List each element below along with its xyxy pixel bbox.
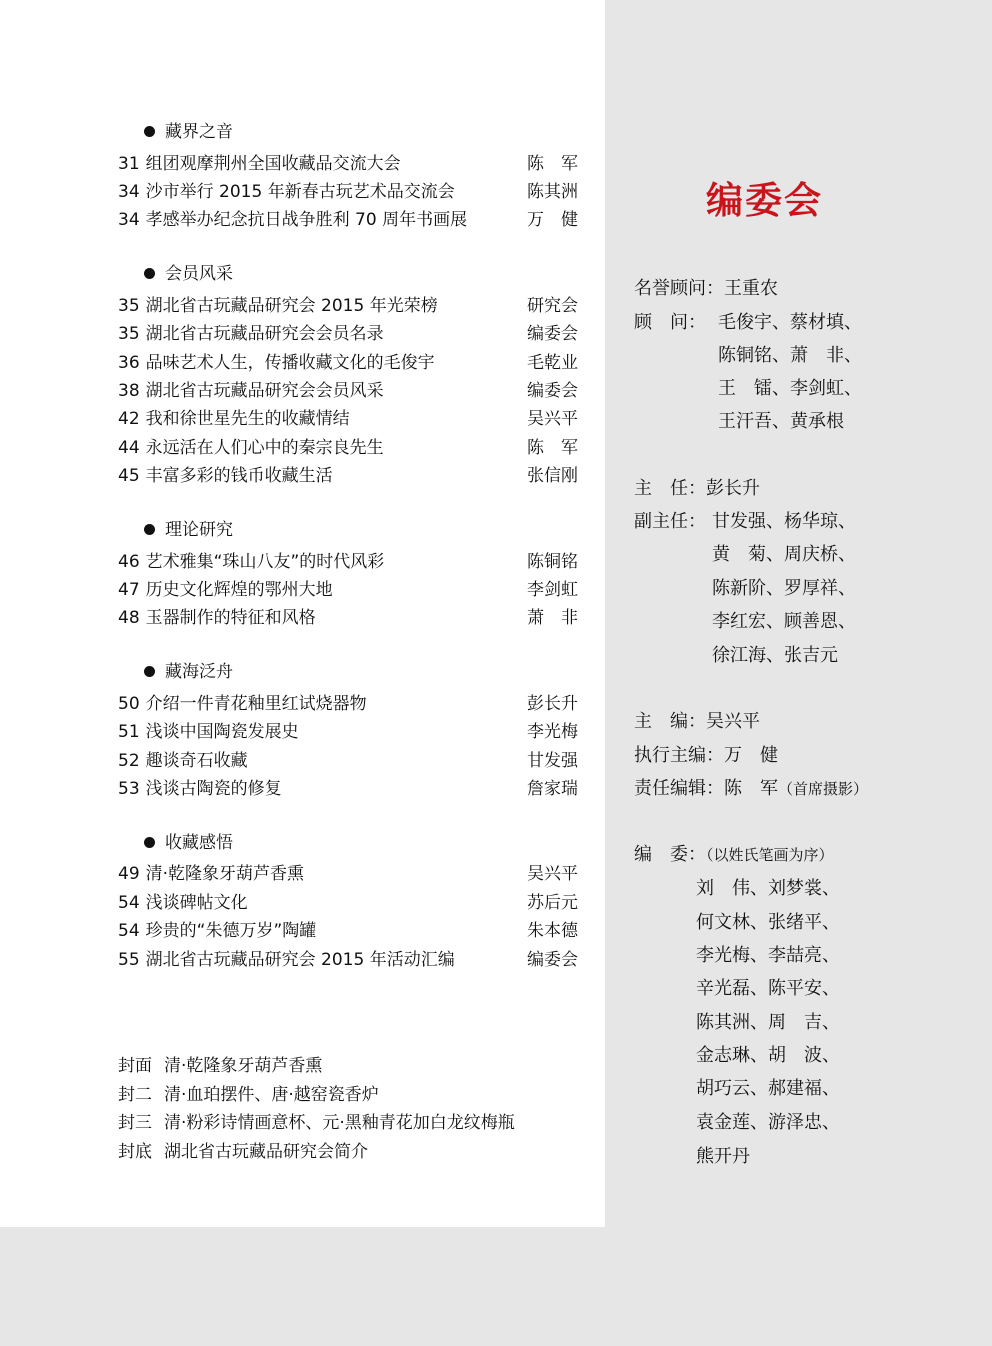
toc-row bbox=[118, 374, 578, 402]
author: 李光梅 bbox=[527, 722, 578, 743]
toc-entry bbox=[118, 376, 384, 401]
bullet-icon bbox=[144, 268, 155, 279]
member-line: 金志琳、胡 波、 bbox=[696, 1045, 840, 1066]
section-header bbox=[118, 516, 578, 545]
author: 陈铜铭 bbox=[527, 551, 578, 572]
author: 吴兴平 bbox=[527, 864, 578, 885]
toc-row bbox=[118, 886, 578, 914]
author: 毛乾业 bbox=[527, 352, 578, 373]
toc-entry bbox=[118, 603, 316, 628]
article-title: 我和徐世星先生的收藏情结 bbox=[145, 409, 350, 430]
member-line: 袁金莲、游泽忠、 bbox=[696, 1112, 840, 1133]
author: 詹家瑞 bbox=[527, 778, 578, 799]
toc-entry bbox=[118, 433, 384, 458]
members-note: （以姓氏笔画为序） bbox=[706, 846, 834, 864]
toc-entry bbox=[118, 177, 455, 202]
page-number: 53 bbox=[118, 778, 140, 799]
page-number: 46 bbox=[118, 551, 140, 572]
page-number: 48 bbox=[118, 608, 140, 629]
author: 甘发强 bbox=[527, 750, 578, 771]
chief-editor: 主 编：吴兴平 bbox=[634, 711, 760, 732]
member-line: 刘 伟、刘梦裳、 bbox=[696, 878, 840, 899]
toc-row bbox=[118, 744, 578, 772]
cover-text: 清·乾隆象牙葫芦香熏 bbox=[164, 1056, 323, 1076]
toc-row bbox=[118, 431, 578, 459]
article-title: 浅谈中国陶瓷发展史 bbox=[145, 722, 299, 743]
article-title: 清·乾隆象牙葫芦香熏 bbox=[145, 864, 305, 885]
director: 主 任：彭长升 bbox=[634, 478, 760, 499]
article-title: 浅谈古陶瓷的修复 bbox=[145, 778, 282, 799]
deputy-line: 徐江海、张吉元 bbox=[712, 645, 838, 666]
toc-section bbox=[118, 516, 578, 630]
bullet-icon bbox=[144, 524, 155, 535]
toc-row bbox=[118, 715, 578, 743]
toc-row bbox=[118, 346, 578, 374]
toc-row bbox=[118, 772, 578, 800]
toc-row bbox=[118, 545, 578, 573]
toc-section bbox=[118, 118, 578, 232]
toc-entry bbox=[118, 689, 367, 714]
author: 陈其洲 bbox=[527, 182, 578, 203]
cover-label: 封底 bbox=[118, 1141, 152, 1162]
article-title: 玉器制作的特征和风格 bbox=[145, 608, 316, 629]
toc-row bbox=[118, 460, 578, 488]
toc-entry bbox=[118, 916, 316, 941]
toc-row bbox=[118, 289, 578, 317]
advisor-line: 毛俊宇、蔡材填、 bbox=[718, 312, 862, 333]
page-number: 31 bbox=[118, 153, 140, 174]
section-header bbox=[118, 260, 578, 289]
author: 李剑虹 bbox=[527, 579, 578, 600]
toc-row bbox=[118, 914, 578, 942]
member-line: 胡巧云、郝建福、 bbox=[696, 1078, 840, 1099]
toc-row bbox=[118, 204, 578, 232]
page-number: 35 bbox=[118, 324, 140, 345]
page-number: 47 bbox=[118, 579, 140, 600]
author: 编委会 bbox=[527, 381, 578, 402]
toc-row bbox=[118, 943, 578, 971]
toc-entry bbox=[118, 205, 467, 230]
toc-section bbox=[118, 829, 578, 972]
author: 万 健 bbox=[527, 210, 578, 231]
section-title: 藏海泛舟 bbox=[165, 662, 233, 683]
toc-section bbox=[118, 658, 578, 801]
article-title: 组团观摩荆州全国收藏品交流大会 bbox=[145, 153, 401, 174]
article-title: 艺术雅集“珠山八友”的时代风彩 bbox=[145, 551, 385, 572]
article-title: 湖北省古玩藏品研究会 2015 年光荣榜 bbox=[145, 295, 438, 316]
page-number: 54 bbox=[118, 921, 140, 942]
toc-row bbox=[118, 175, 578, 203]
toc-entry bbox=[118, 348, 435, 373]
page-number: 54 bbox=[118, 892, 140, 913]
page-number: 36 bbox=[118, 352, 140, 373]
article-title: 湖北省古玩藏品研究会会员风采 bbox=[145, 381, 384, 402]
toc-entry bbox=[118, 319, 384, 344]
toc-entry bbox=[118, 717, 299, 742]
section-title: 收藏感悟 bbox=[165, 832, 233, 853]
article-title: 珍贵的“朱德万岁”陶罐 bbox=[145, 921, 317, 942]
toc-row bbox=[118, 403, 578, 431]
responsible-editor-note: （首席摄影） bbox=[778, 780, 869, 798]
toc-entry bbox=[118, 575, 333, 600]
article-title: 介绍一件青花釉里红试烧器物 bbox=[145, 693, 367, 714]
toc-entry bbox=[118, 774, 282, 799]
bullet-icon bbox=[144, 126, 155, 137]
toc-entry bbox=[118, 859, 304, 884]
page-number: 45 bbox=[118, 466, 140, 487]
section-title: 会员风采 bbox=[165, 264, 233, 285]
page-number: 38 bbox=[118, 381, 140, 402]
cover-list bbox=[118, 1052, 598, 1166]
article-title: 湖北省古玩藏品研究会会员名录 bbox=[145, 324, 384, 345]
cover-row bbox=[118, 1081, 598, 1110]
page-number: 42 bbox=[118, 409, 140, 430]
members-label: 编 委： bbox=[634, 844, 706, 865]
cover-label: 封二 bbox=[118, 1084, 152, 1105]
cover-label: 封三 bbox=[118, 1113, 152, 1133]
cover-row bbox=[118, 1052, 598, 1081]
advisor-line: 陈铜铭、萧 非、 bbox=[718, 345, 862, 366]
author: 陈 军 bbox=[527, 153, 578, 174]
section-header bbox=[118, 829, 578, 858]
advisor-line: 王 镭、李剑虹、 bbox=[718, 378, 862, 399]
members-heading bbox=[634, 838, 834, 872]
toc-entry bbox=[118, 888, 248, 913]
toc-row bbox=[118, 602, 578, 630]
responsible-editor-name: 责任编辑：陈 军 bbox=[634, 778, 778, 799]
page-number: 49 bbox=[118, 864, 140, 885]
article-title: 湖北省古玩藏品研究会 2015 年活动汇编 bbox=[145, 949, 455, 970]
toc-entry bbox=[118, 291, 438, 316]
author: 陈 军 bbox=[527, 437, 578, 458]
advisor-line: 王汗吾、黄承根 bbox=[718, 411, 844, 432]
article-title: 孝感举办纪念抗日战争胜利 70 周年书画展 bbox=[145, 210, 468, 231]
article-title: 趣谈奇石收藏 bbox=[145, 750, 248, 771]
article-title: 永远活在人们心中的秦宗良先生 bbox=[145, 437, 384, 458]
author: 萧 非 bbox=[527, 608, 578, 629]
member-line: 李光梅、李喆亮、 bbox=[696, 945, 840, 966]
toc-row bbox=[118, 573, 578, 601]
cover-text: 清·粉彩诗情画意杯、元·黑釉青花加白龙纹梅瓶 bbox=[164, 1113, 515, 1133]
deputy-line: 陈新阶、罗厚祥、 bbox=[712, 578, 856, 599]
deputy-line: 甘发强、杨华琼、 bbox=[712, 511, 856, 532]
page-number: 34 bbox=[118, 210, 140, 231]
author: 研究会 bbox=[527, 295, 578, 316]
article-title: 浅谈碑帖文化 bbox=[145, 892, 248, 913]
author: 编委会 bbox=[527, 949, 578, 970]
page-number: 44 bbox=[118, 437, 140, 458]
page-number: 55 bbox=[118, 949, 140, 970]
article-title: 品味艺术人生，传播收藏文化的毛俊宇 bbox=[145, 352, 435, 373]
toc-entry bbox=[118, 149, 401, 174]
toc-entry bbox=[118, 547, 384, 572]
deputy-line: 李红宏、顾善恩、 bbox=[712, 611, 856, 632]
advisor-label: 顾 问： bbox=[634, 312, 706, 333]
toc-entry bbox=[118, 404, 350, 429]
toc-row bbox=[118, 858, 578, 886]
toc-row bbox=[118, 147, 578, 175]
author: 编委会 bbox=[527, 324, 578, 345]
cover-label: 封面 bbox=[118, 1056, 152, 1076]
author: 彭长升 bbox=[527, 693, 578, 714]
board-title: 编委会 bbox=[706, 179, 823, 222]
toc-row bbox=[118, 687, 578, 715]
page-number: 50 bbox=[118, 693, 140, 714]
toc-entry bbox=[118, 746, 248, 771]
toc-entry bbox=[118, 461, 333, 486]
member-line: 熊开丹 bbox=[696, 1146, 750, 1167]
cover-row bbox=[118, 1109, 598, 1138]
section-title: 理论研究 bbox=[165, 519, 233, 540]
cover-text: 清·血珀摆件、唐·越窑瓷香炉 bbox=[164, 1084, 379, 1105]
bullet-icon bbox=[144, 666, 155, 677]
deputy-label: 副主任： bbox=[634, 511, 706, 532]
toc-entry bbox=[118, 945, 455, 970]
section-header bbox=[118, 658, 578, 687]
author: 苏后元 bbox=[527, 892, 578, 913]
article-title: 历史文化辉煌的鄂州大地 bbox=[145, 579, 333, 600]
page-number: 51 bbox=[118, 722, 140, 743]
author: 朱本德 bbox=[527, 921, 578, 942]
table-of-contents bbox=[118, 118, 578, 999]
page-number: 34 bbox=[118, 182, 140, 203]
member-line: 何文林、张绪平、 bbox=[696, 912, 840, 933]
page-number: 35 bbox=[118, 295, 140, 316]
toc-section bbox=[118, 260, 578, 488]
author: 吴兴平 bbox=[527, 409, 578, 430]
article-title: 丰富多彩的钱币收藏生活 bbox=[145, 466, 333, 487]
toc-row bbox=[118, 318, 578, 346]
cover-text: 湖北省古玩藏品研究会简介 bbox=[164, 1141, 368, 1162]
article-title: 沙市举行 2015 年新春古玩艺术品交流会 bbox=[145, 182, 455, 203]
member-line: 陈其洲、周 吉、 bbox=[696, 1012, 840, 1033]
bullet-icon bbox=[144, 837, 155, 848]
author: 张信刚 bbox=[527, 466, 578, 487]
executive-editor: 执行主编：万 健 bbox=[634, 745, 778, 766]
cover-row bbox=[118, 1138, 598, 1167]
member-line: 辛光磊、陈平安、 bbox=[696, 978, 840, 999]
page-number: 52 bbox=[118, 750, 140, 771]
section-header bbox=[118, 118, 578, 147]
section-title: 藏界之音 bbox=[165, 122, 233, 142]
deputy-line: 黄 菊、周庆桥、 bbox=[712, 544, 856, 565]
honorary-advisor: 名誉顾问：王重农 bbox=[634, 278, 778, 299]
responsible-editor bbox=[634, 772, 868, 806]
